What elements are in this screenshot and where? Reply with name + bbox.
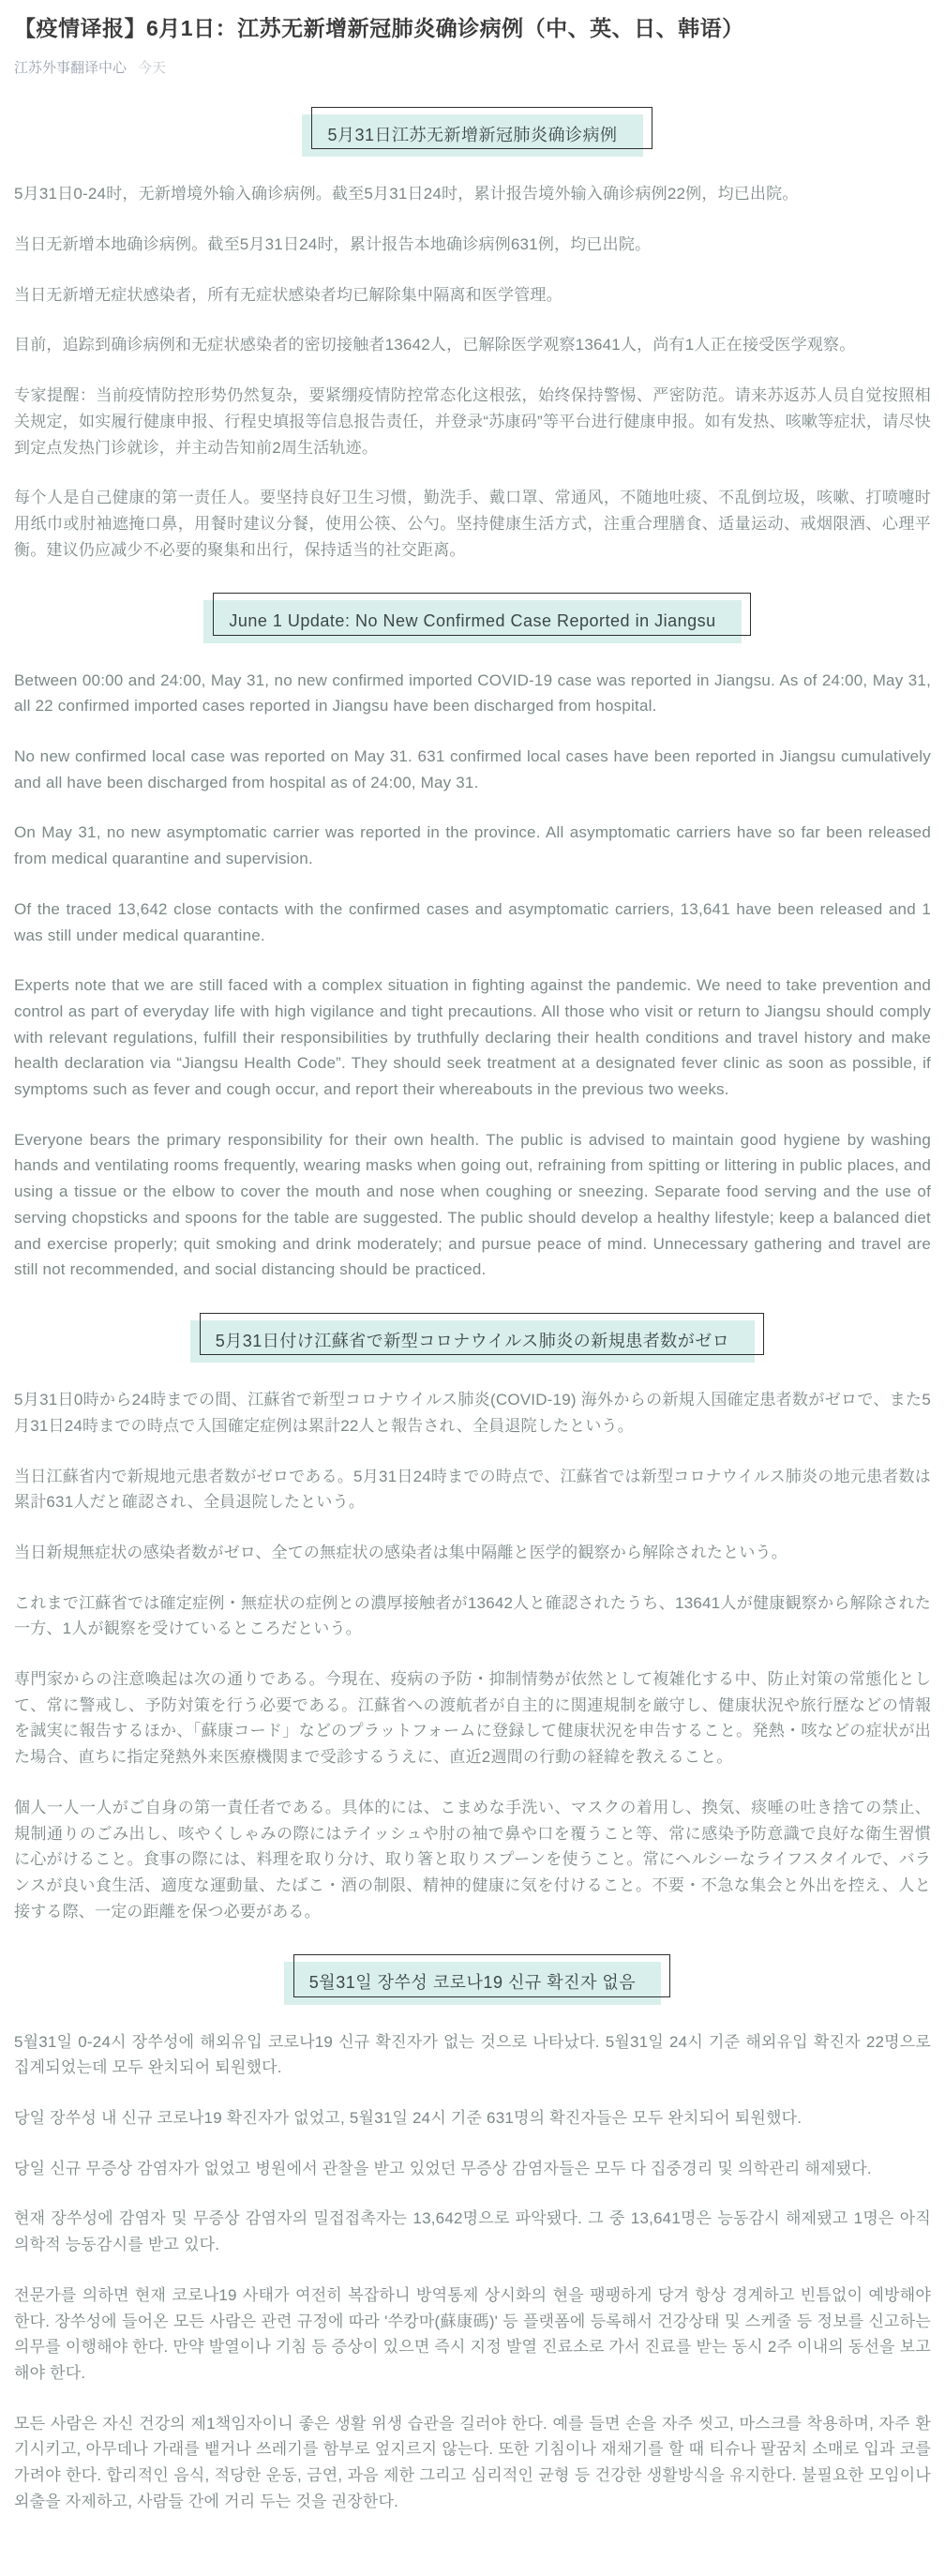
paragraph: 個人一人一人がご自身の第一責任者である。具体的には、こまめな手洗い、マスクの着用し、換気、痰唾の吐き捨ての禁止、規制通りのごみ出し、咳やくしゃみの際にはテイッシュや肘の袖で鼻や口を覆うこと等、常に感染予防意識で良好な衛生習慣に心がけること。食事の際には、料理を取り分け、取り箸と取りスプーンを使うこと。常にヘルシーなライフスタイルで、バランスが良い食生活、適度な運動量、たばこ・酒の制限、精神的健康に気を付けること。不要・不急な集会と外出を控え、人と接する際、一定の距離を保つ必要がある。: [14, 1798, 931, 1921]
section-english: [14, 600, 931, 1283]
paragraph: No new confirmed local case was reported on May 31. 631 confirmed local cases have been reported in Jiangsu cumulatively and all have been discharged from hospital as of 24:00, May 31.: [14, 747, 931, 791]
section-japanese: [14, 1320, 931, 1924]
paragraph: 5月31日0-24时，无新增境外输入确诊病例。截至5月31日24时，累计报告境外输入确诊病例22例，均已出院。: [14, 185, 799, 203]
paragraph: Of the traced 13,642 close contacts with the confirmed cases and asymptomatic carriers, 13,641 have been released and 1 was still under medical quarantine.: [14, 899, 931, 944]
banner-wrap-chinese: [14, 114, 931, 157]
paragraph: Everyone bears the primary responsibility for their own health. The public is advised to maintain good hygiene by washing hands and ventilating rooms frequently, wearing masks when going out, refraining from spitting or littering in public places, and using a tissue or the elbow to cover the mouth and nose when coughing or sneezing. Separate food serving and the use of serving chopsticks and spoons for the table are suggested. The public should develop a healthy lifestyle; keep a balanced diet and exercise properly; quit smoking and drink moderately; and pursue peace of mind. Unnecessary gathering and travel are still not recommended, and social distancing should be practiced.: [14, 1130, 931, 1279]
paragraph: これまで江蘇省では確定症例・無症状の症例との濃厚接触者が13642人と確認されたうち、13641人が健康観察から解除された一方、1人が観察を受けているところだという。: [14, 1593, 931, 1638]
paragraph: 当日江蘇省内で新規地元患者数がゼロである。5月31日24時までの時点で、江蘇省では新型コロナウイルス肺炎の地元患者数は累計631人だと確認され、全員退院したという。: [14, 1467, 931, 1512]
section-chinese: [14, 114, 931, 563]
paragraph: 每个人是自己健康的第一责任人。要坚持良好卫生习惯，勤洗手、戴口罩、常通风，不随地吐痰、不乱倒垃圾，咳嗽、打喷嚏时用纸巾或肘袖遮掩口鼻，用餐时建议分餐，使用公筷、公勺。坚持健康生活方式，注重合理膳食、适量运动、戒烟限酒、心理平衡。建议仍应减少不必要的聚集和出行，保持适当的社交距离。: [14, 489, 931, 559]
banner-wrap-english: [14, 600, 931, 642]
paragraph: On May 31, no new asymptomatic carrier was reported in the province. All asymptomatic carriers have so far been released from medical quarantine and supervision.: [14, 823, 931, 868]
paragraph: 専門家からの注意喚起は次の通りである。今現在、疫病の予防・抑制情勢が依然として複雑化する中、防止対策の常態化として、常に警戒し、予防対策を行う必要である。江蘇省への渡航者が自主的に関連規制を厳守し、健康状況や旅行歴などの情報を誠実に報告するほか、「蘇康コード」などのプラットフォームに登録して健康状況を申告すること。発熱・咳などの症状が出た場合、直ちに指定発熱外来医療機関まで受診するうえに、直近2週間の行動の経緯を教えること。: [14, 1670, 931, 1767]
paragraph: 5월31일 0-24시 장쑤성에 해외유입 코로나19 신규 확진자가 없는 것으로 나타났다. 5월31일 24시 기준 해외유입 확진자 22명으로 집계되었는데 모두 완치되어 퇴원했다.: [14, 2032, 931, 2077]
paragraph: 5月31日0時から24時までの間、江蘇省で新型コロナウイルス肺炎(COVID-19) 海外からの新規入国確定患者数がゼロで、また5月31日24時までの時点で入国確定症例は累計22人と報告され、全員退院したという。: [14, 1391, 931, 1435]
publish-date: 今天: [138, 60, 167, 77]
banner-japanese: 5月31日付け江蘇省で新型コロナウイルス肺炎の新規患者数がゼロ: [190, 1320, 755, 1363]
paragraph: 目前，追踪到确诊病例和无症状感染者的密切接触者13642人，已解除医学观察13641人，尚有1人正在接受医学观察。: [14, 336, 856, 354]
paragraph: 현재 장쑤성에 감염자 및 무증상 감염자의 밀접접촉자는 13,642명으로 파악됐다. 그 중 13,641명은 능동감시 해제됐고 1명은 아직 의학적 능동감시를 받고 있다.: [14, 2209, 931, 2254]
banner-english: June 1 Update: No New Confirmed Case Reported in Jiangsu: [203, 600, 741, 642]
paragraph: 当日新規無症状の感染者数がゼロ、全ての無症状の感染者は集中隔離と医学的観察から解除されたという。: [14, 1543, 788, 1561]
paragraph: 당일 장쑤성 내 신규 코로나19 확진자가 없었고, 5월31일 24시 기준 631명의 확진자들은 모두 완치되어 퇴원했다.: [14, 2108, 802, 2127]
paragraph: Between 00:00 and 24:00, May 31, no new confirmed imported COVID-19 case was reported in Jiangsu. As of 24:00, May 31, all 22 confirmed imported cases reported in Jiangsu have been discharged from hospital.: [14, 670, 931, 716]
paragraph: 당일 신규 무증상 감염자가 없었고 병원에서 관찰을 받고 있었던 무증상 감염자들은 모두 다 집중경리 및 의학관리 해제됐다.: [14, 2159, 872, 2177]
banner-korean: 5월31일 장쑤성 코로나19 신규 확진자 없음: [284, 1962, 661, 2004]
paragraph: 当日无新增本地确诊病例。截至5月31日24时，累计报告本地确诊病例631例，均已出院。: [14, 235, 652, 254]
paragraph: Experts note that we are still faced with a complex situation in fighting against the pandemic. We need to take prevention and control as part of everyday life with high vigilance and tight precautions. All those who visit or return to Jiangsu should comply with relevant regulations, fulfill their responsibilities by truthfully declaring their health conditions and travel history and make health declaration via “Jiangsu Health Code”. They should seek treatment at a designated fever clinic as soon as possible, if symptoms such as fever and cough occur, and report their whereabouts in the previous two weeks.: [14, 976, 931, 1099]
article: [14, 13, 931, 2514]
banner-chinese: 5月31日江苏无新增新冠肺炎确诊病例: [302, 114, 642, 157]
byline: [14, 57, 931, 77]
banner-wrap-japanese: [14, 1320, 931, 1363]
paragraph: 当日无新增无症状感染者，所有无症状感染者均已解除集中隔离和医学管理。: [14, 285, 562, 304]
page-title: 【疫情译报】6月1日：江苏无新增新冠肺炎确诊病例（中、英、日、韩语）: [14, 16, 744, 40]
account-name-link[interactable]: 江苏外事翻译中心: [14, 60, 128, 77]
banner-wrap-korean: [14, 1962, 931, 2004]
section-korean: [14, 1962, 931, 2514]
paragraph: 모든 사람은 자신 건강의 제1책임자이니 좋은 생활 위생 습관을 길러야 한다. 예를 들면 손을 자주 씻고, 마스크를 착용하며, 자주 환기시키고, 아무데나 가래를 뱉거나 쓰레기를 함부로 엎지르지 않는다. 또한 기침이나 재채기를 할 때 티슈나 팔꿈치 소매로 입과 코를 가려야 한다. 합리적인 음식, 적당한 운동, 금연, 과음 제한 그리고 심리적인 균형 등 건강한 생활방식을 유지한다. 불필요한 모임이나 외출을 자제하고, 사람들 간에 거리 두는 것을 권장한다.: [14, 2414, 931, 2510]
paragraph: 전문가를 의하면 현재 코로나19 사태가 여전히 복잡하니 방역통제 상시화의 현을 팽팽하게 당겨 항상 경계하고 빈틈없이 예방해야 한다. 장쑤성에 들어온 모든 사람은 관련 규정에 따라 '쑤캉마(蘇康碼)' 등 플랫폼에 등록해서 건강상태 및 스케줄 등 정보를 신고하는 의무를 이행해야 한다. 만약 발열이나 기침 등 증상이 있으면 즉시 지정 발열 진료소로 가서 진료를 받는 동시 2주 이내의 동선을 보고해야 한다.: [14, 2285, 931, 2382]
paragraph: 专家提醒：当前疫情防控形势仍然复杂，要紧绷疫情防控常态化这根弦，始终保持警惕、严密防范。请来苏返苏人员自觉按照相关规定，如实履行健康申报、行程史填报等信息报告责任，并登录“苏康码”等平台进行健康申报。如有发热、咳嗽等症状，请尽快到定点发热门诊就诊，并主动告知前2周生活轨迹。: [14, 386, 931, 457]
